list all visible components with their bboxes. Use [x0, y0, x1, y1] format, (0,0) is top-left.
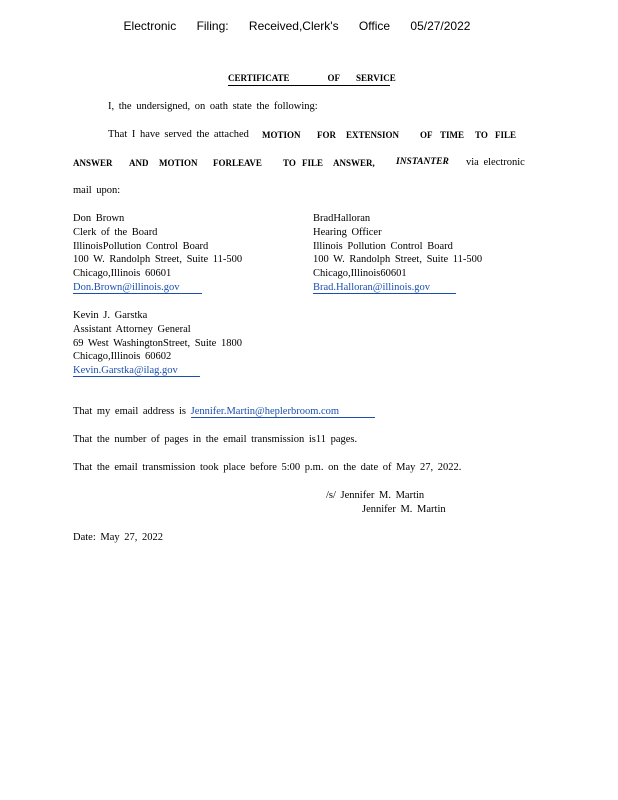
intro-line: I, the undersigned, on oath state the following:: [108, 101, 318, 112]
filing-header: [0, 20, 594, 32]
header-part-3: Received,Clerk's: [248, 19, 339, 33]
recipient-line: 69 West WashingtonStreet, Suite 1800: [73, 337, 242, 349]
recipient-line: Illinois Pollution Control Board: [313, 240, 453, 252]
signature-line-2: Jennifer M. Martin: [362, 504, 446, 515]
served-word-motion-2: MOTION: [159, 158, 198, 168]
served-word-to-2: TO: [283, 158, 296, 168]
date-line: Date: May 27, 2022: [73, 532, 163, 543]
document-title: [228, 73, 396, 86]
email-statement-lead: That my email address is: [73, 406, 186, 417]
signature-line-1: /s/ Jennifer M. Martin: [326, 490, 425, 501]
recipient-line: Kevin J. Garstka: [73, 310, 148, 321]
recipient-block-1: [73, 212, 242, 295]
served-via-electronic: via electronic: [466, 157, 525, 168]
recipient-line: Don Brown: [73, 213, 125, 224]
served-word-answer-2: ANSWER,: [333, 158, 375, 168]
served-word-and: AND: [129, 158, 149, 168]
recipient-line: Assistant Attorney General: [73, 323, 191, 335]
served-word-to: TO: [475, 130, 488, 140]
served-word-of: OF: [420, 130, 433, 140]
title-word-of: OF: [327, 73, 341, 83]
served-word-answer: ANSWER: [73, 158, 113, 168]
served-word-forleave: FORLEAVE: [213, 158, 262, 168]
recipient-email-link[interactable]: Brad.Halloran@illinois.gov: [313, 282, 456, 294]
header-part-2: Filing:: [196, 19, 229, 33]
recipient-line: Clerk of the Board: [73, 226, 158, 238]
recipient-block-3: [73, 309, 242, 378]
recipient-line: 100 W. Randolph Street, Suite 11-500: [73, 254, 243, 266]
header-part-5: 05/27/2022: [410, 19, 471, 33]
served-lead: That I have served the attached: [108, 129, 249, 140]
title-word-certificate: CERTIFICATE: [228, 73, 290, 83]
header-part-1: Electronic: [123, 19, 177, 33]
header-part-4: Office: [358, 19, 391, 33]
recipient-line: BradHalloran: [313, 213, 371, 224]
served-word-for: FOR: [317, 130, 336, 140]
recipient-line: Chicago,Illinois 60601: [73, 268, 172, 280]
recipient-line: IllinoisPollution Control Board: [73, 240, 209, 252]
pages-statement: That the number of pages in the email transmission is11 pages.: [73, 434, 358, 445]
recipient-line: Chicago,Illinois 60602: [73, 351, 172, 363]
email-statement: [73, 407, 375, 418]
sender-email-link[interactable]: Jennifer.Martin@heplerbroom.com: [191, 406, 375, 418]
recipient-block-2: [313, 212, 482, 295]
served-mail-upon: mail upon:: [73, 185, 121, 196]
title-word-service: SERVICE: [356, 73, 396, 83]
recipient-email-link[interactable]: Kevin.Garstka@ilag.gov: [73, 365, 200, 377]
served-word-time: TIME: [440, 130, 465, 140]
served-word-file: FILE: [495, 130, 517, 140]
served-word-instanter: INSTANTER: [396, 157, 449, 167]
time-statement: That the email transmission took place before 5:00 p.m. on the date of May 27, 2022.: [73, 462, 462, 473]
recipient-email-link[interactable]: Don.Brown@illinois.gov: [73, 282, 202, 294]
recipient-line: Hearing Officer: [313, 226, 382, 238]
recipient-line: Chicago,Illinois60601: [313, 268, 407, 280]
served-word-extension: EXTENSION: [346, 130, 400, 140]
recipient-line: 100 W. Randolph Street, Suite 11-500: [313, 254, 483, 266]
served-word-file-2: FILE: [302, 158, 324, 168]
served-word-motion: MOTION: [262, 130, 301, 140]
